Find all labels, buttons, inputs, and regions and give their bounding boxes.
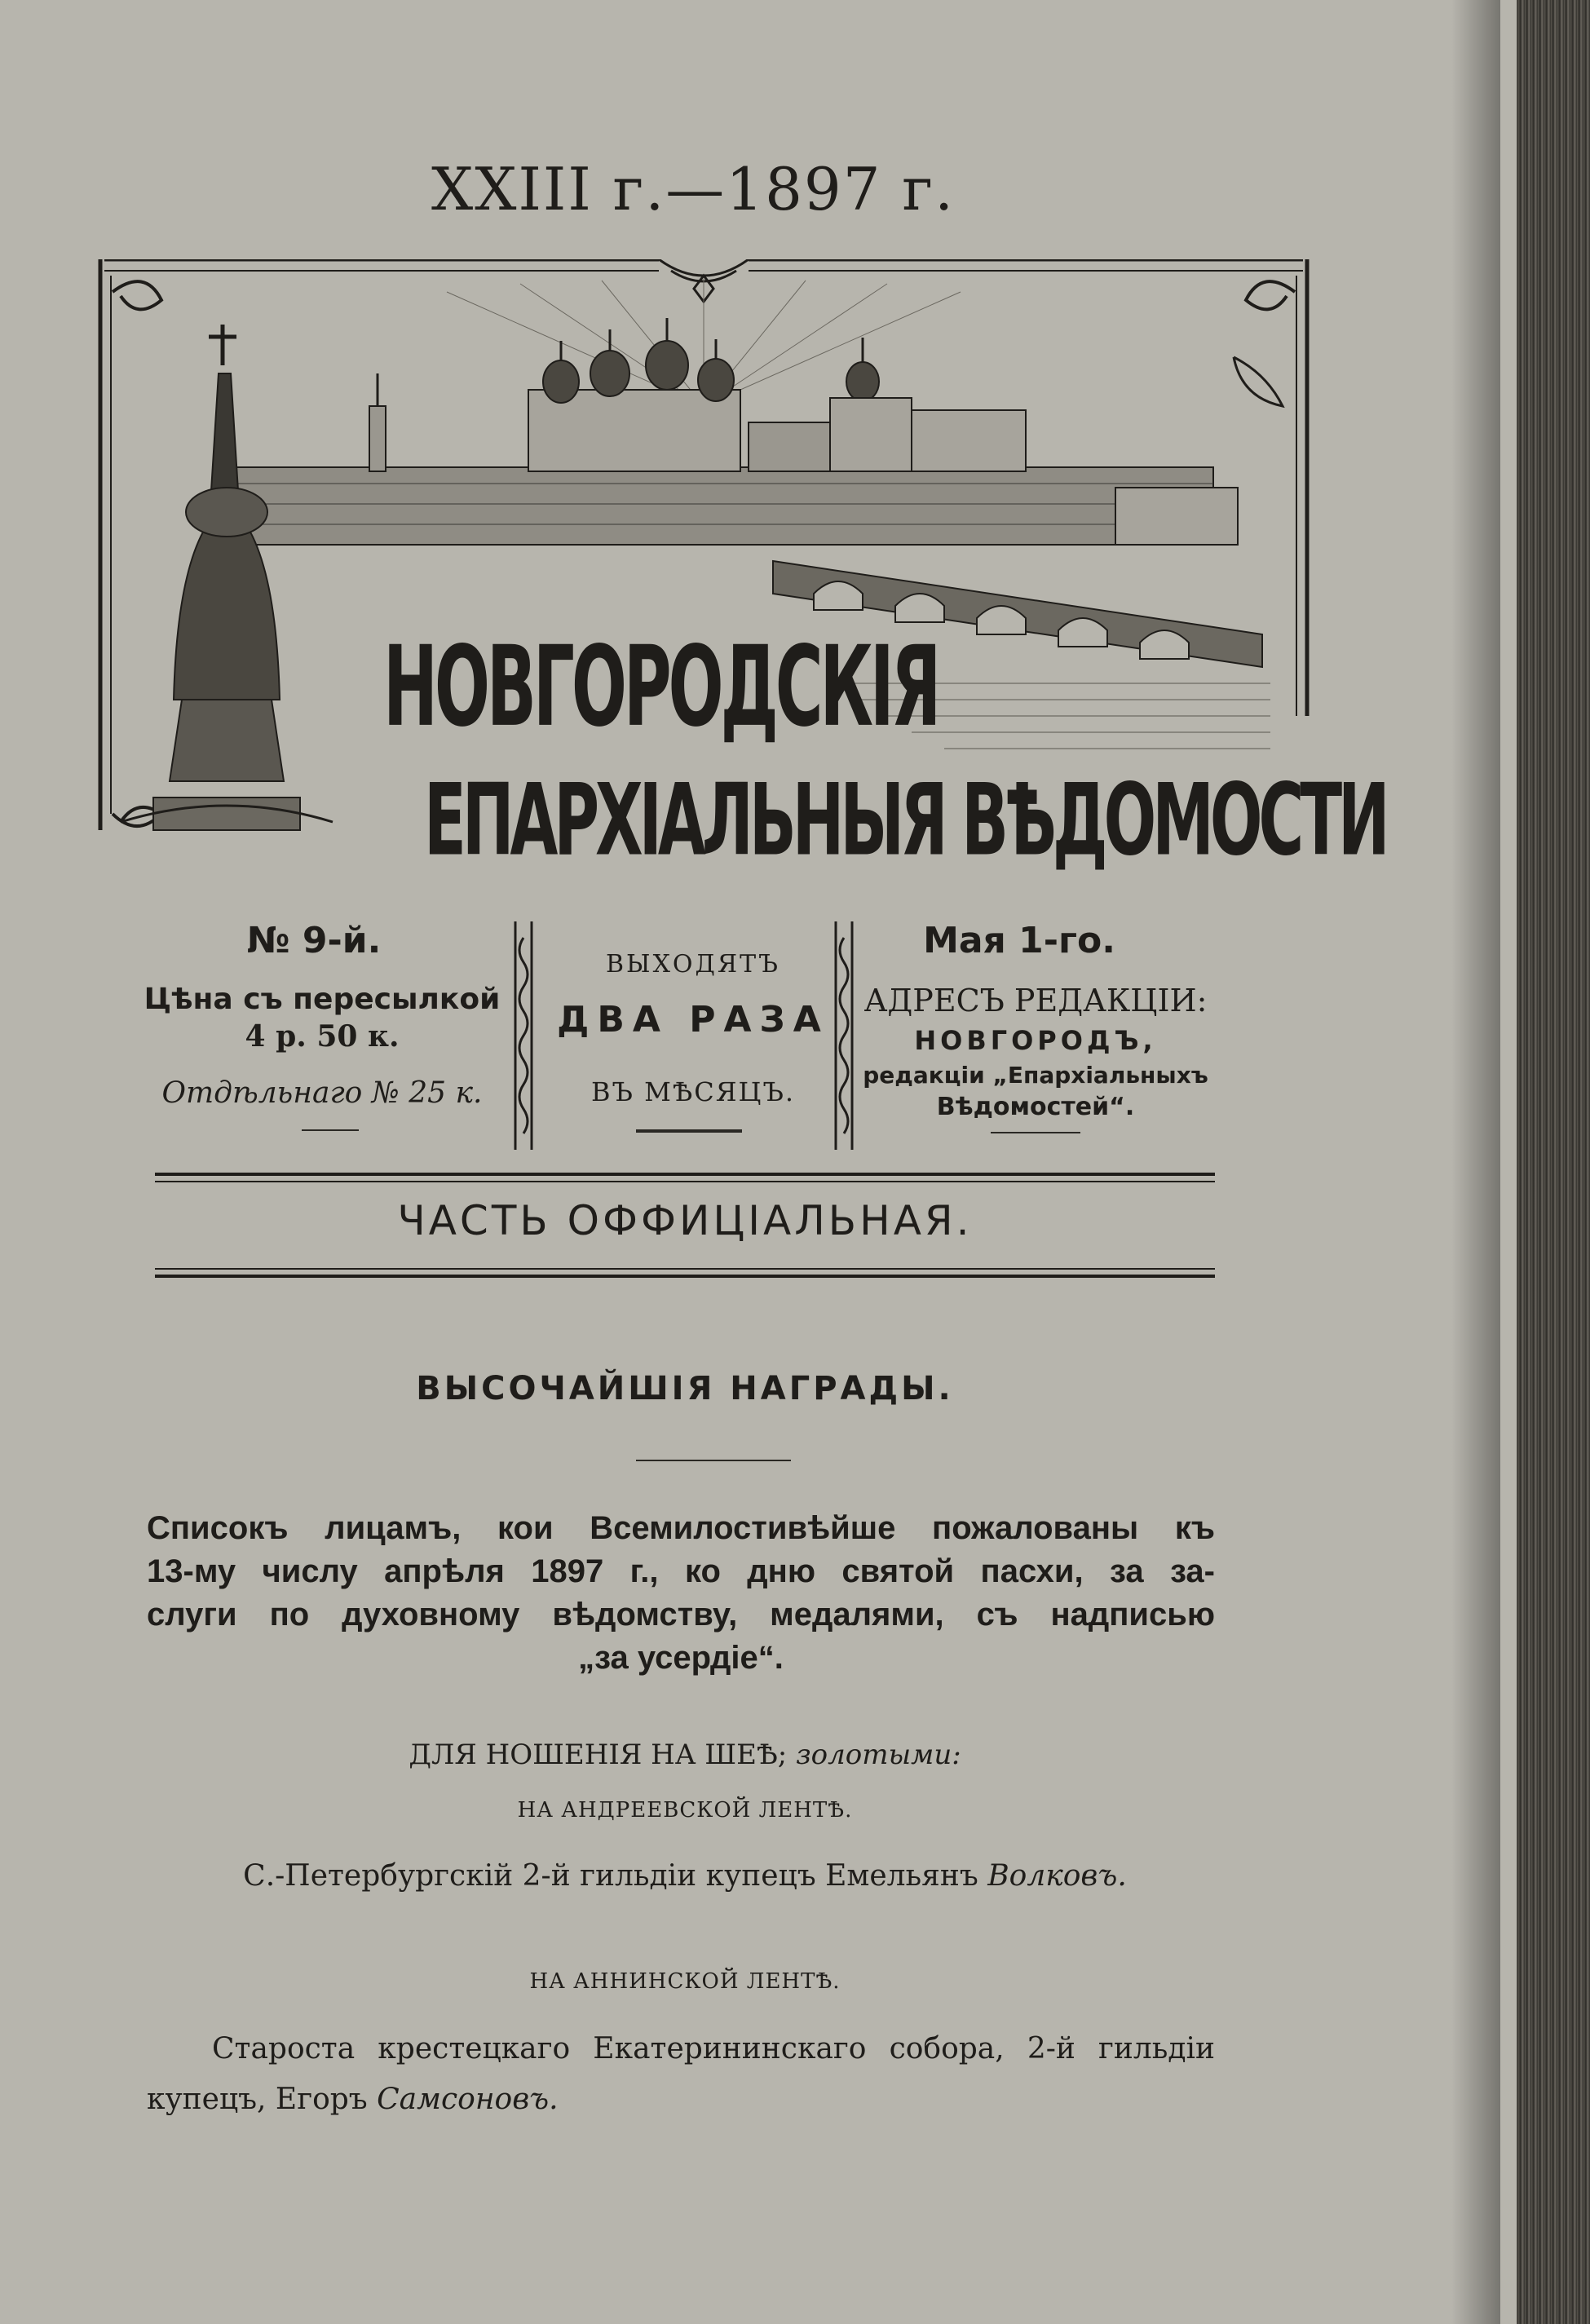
article-title: ВЫСОЧАЙШІЯ НАГРАДЫ. [416, 1370, 954, 1407]
section-bottom-rule-thick [155, 1275, 1215, 1278]
recipient-2-line-2 [147, 2074, 1215, 2125]
award-category-neck [155, 1739, 1215, 1771]
ribbon-andreevsky-heading: НА АНДРЕЕВСКОЙ ЛЕНТѢ. [517, 1798, 853, 1823]
price-value: 4 р. 50 к. [245, 1019, 400, 1054]
center-column-rule [636, 1129, 742, 1133]
neck-wearing-label: ДЛЯ НОШЕНІЯ НА ШЕѢ; [409, 1739, 788, 1771]
recipient-2-line-1: Староста крестецкаго Екатерининскаго собора, 2-й гильдіи [212, 2032, 1215, 2066]
section-top-rule-thick [155, 1173, 1215, 1176]
award-recipient-1 [155, 1859, 1215, 1893]
section-top-rule-thin [155, 1181, 1215, 1182]
masthead-title-line1: НОВГОРОДСКІЯ [383, 622, 939, 752]
intro-line-3: слуги по духовному вѣдомству, медалями, съ надписью [147, 1597, 1215, 1633]
article-intro [147, 1507, 1215, 1680]
left-column-rule [302, 1129, 359, 1131]
publication-frequency-line1: ВЫХОДЯТЪ [606, 950, 780, 979]
intro-line-4: „за усердіе“. [578, 1640, 784, 1676]
editorial-address-office-line1: редакціи „Епархіальныхъ [863, 1062, 1208, 1089]
intro-line-1: Списокъ лицамъ, кои Всемилостивѣйше пожалованы къ [147, 1510, 1215, 1546]
section-title: ЧАСТЬ ОФФИЦІАЛЬНАЯ. [397, 1197, 973, 1244]
page-gutter-shadow [1451, 0, 1500, 2324]
recipient-2-surname: Самсоновъ. [377, 2083, 559, 2116]
issue-date: Мая 1-го. [923, 920, 1115, 961]
intro-line-2: 13-му числу апрѣля 1897 г., ко дню святой пасхи, за за- [147, 1553, 1215, 1589]
award-recipient-2 [147, 2024, 1215, 2125]
publication-frequency-line3: ВЪ МѢСЯЦЪ. [590, 1076, 796, 1107]
price-label: Цѣна съ пересылкой [144, 983, 501, 1016]
masthead-title-line2: ЕПАРХІАЛЬНЫЯ ВѢДОМОСТИ [424, 761, 1386, 878]
volume-year-line: XXIII г.—1897 г. [431, 155, 956, 223]
neck-material-label: золотыми: [796, 1739, 961, 1771]
editorial-address-office-line2: Вѣдомостей“. [936, 1093, 1135, 1121]
issue-number: № 9-й. [246, 920, 382, 961]
recipient-2-text: купецъ, Егоръ [147, 2083, 368, 2116]
section-bottom-rule-thin [155, 1268, 1215, 1270]
single-issue-price: Отдѣльнаго № 25 к. [161, 1076, 483, 1110]
left-ornament-bar [507, 921, 540, 1150]
recipient-1-text: С.-Петербургскій 2-й гильдіи купецъ Емельянъ [243, 1859, 978, 1893]
article-title-rule [636, 1460, 791, 1461]
ribbon-anninsky-heading: НА АННИНСКОЙ ЛЕНТѢ. [529, 1969, 841, 1994]
publication-frequency-line2: ДВА РАЗА [557, 999, 829, 1040]
editorial-address-city: НОВГОРОДЪ, [914, 1025, 1157, 1056]
recipient-1-surname: Волковъ. [987, 1859, 1127, 1893]
right-column-rule [991, 1132, 1080, 1133]
editorial-address-heading: АДРЕСЪ РЕДАКЦІИ: [863, 983, 1208, 1018]
